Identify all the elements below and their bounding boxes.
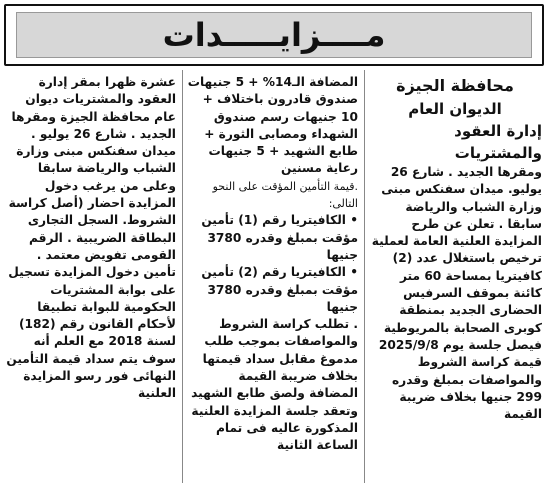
ad-columns xyxy=(0,70,550,483)
office-heading: الديوان العام xyxy=(408,100,502,118)
governorate-heading: محافظة الجيزة xyxy=(396,76,514,95)
cafeteria-1-item: • الكافيتريا رقم (1) تأمين مؤقت بمبلغ وقدره 3780 جنيها xyxy=(201,213,358,262)
column-middle xyxy=(184,74,362,483)
announcement-text: ومقرها الجديد . شارع 26 يوليو. ميدان سفنكس مبنى وزارة الشباب والرياضة سابقا . تعلن عن طرح المزايدة العلنية العامة لعملية ترخيص باستغلال عدد (2) كافيتريا بمساحة 60 متر كائنة بموقف السرفيس الحضارى الجديد بمنطقة كوبرى الصحابة بالمريوطية فيصل جلسة يوم 2025/9/8 قيمة كراسة الشروط والمواصفات بمبلغ وقدره 299 جنيها بخلاف ضريبة القيمة xyxy=(371,165,542,422)
banner-band xyxy=(16,12,532,58)
department-heading: إدارة العقود والمشتريات xyxy=(454,122,542,162)
column-divider xyxy=(182,70,183,483)
conditions-text: . تطلب كراسة الشروط والمواصفات بموجب طلب مدموغ مقابل سداد قيمتها بخلاف ضريبة القيمة المضافة ولصق طابع الشهيد وتعقد جلسة المزايدة العلنية المذكورة عاليه فى تمام الساعة الثانية xyxy=(191,317,358,453)
fees-text: المضافة الـ14% + 5 جنيهات صندوق قادرون باختلاف + 10 جنيهات رسم صندوق الشهداء ومصابى الثورة + طابع الشهيد + 5 جنيهات رعاية مسنين xyxy=(187,75,358,176)
banner-title: مــــزايـــــدات xyxy=(162,16,386,54)
session-text: عشرة ظهرا بمقر إدارة العقود والمشتريات ديوان عام محافظة الجيزة ومقرها الجديد . شارع 26 يوليو . ميدان سفنكس مبنى وزارة الشباب والرياضة سابقا وعلى من يرغب دخول المزايدة احضار (أصل كراسة الشروط. السجل التجارى البطاقة الضريبية . الرقم القومى تفويض معتمد . xyxy=(8,75,176,262)
column-right xyxy=(366,74,546,483)
column-divider xyxy=(364,70,365,483)
insurance-registration-text: تأمين دخول المزايدة تسجيل على بوابة المشتريات الحكومية للبوابة تطبيقا لأحكام القانون رقم (182) لسنة 2018 مع العلم أنه سوف يتم سداد قيمة التأمين النهائى فور رسو المزايدة العلنية xyxy=(6,265,176,401)
insurance-heading: .قيمة التأمين المؤقت على النحو التالى: xyxy=(212,179,358,211)
column-left xyxy=(2,74,180,483)
cafeteria-2-item: • الكافيتريا رقم (2) تأمين مؤقت بمبلغ وقدره 3780 جنيها xyxy=(201,265,358,314)
ad-banner xyxy=(4,4,544,66)
